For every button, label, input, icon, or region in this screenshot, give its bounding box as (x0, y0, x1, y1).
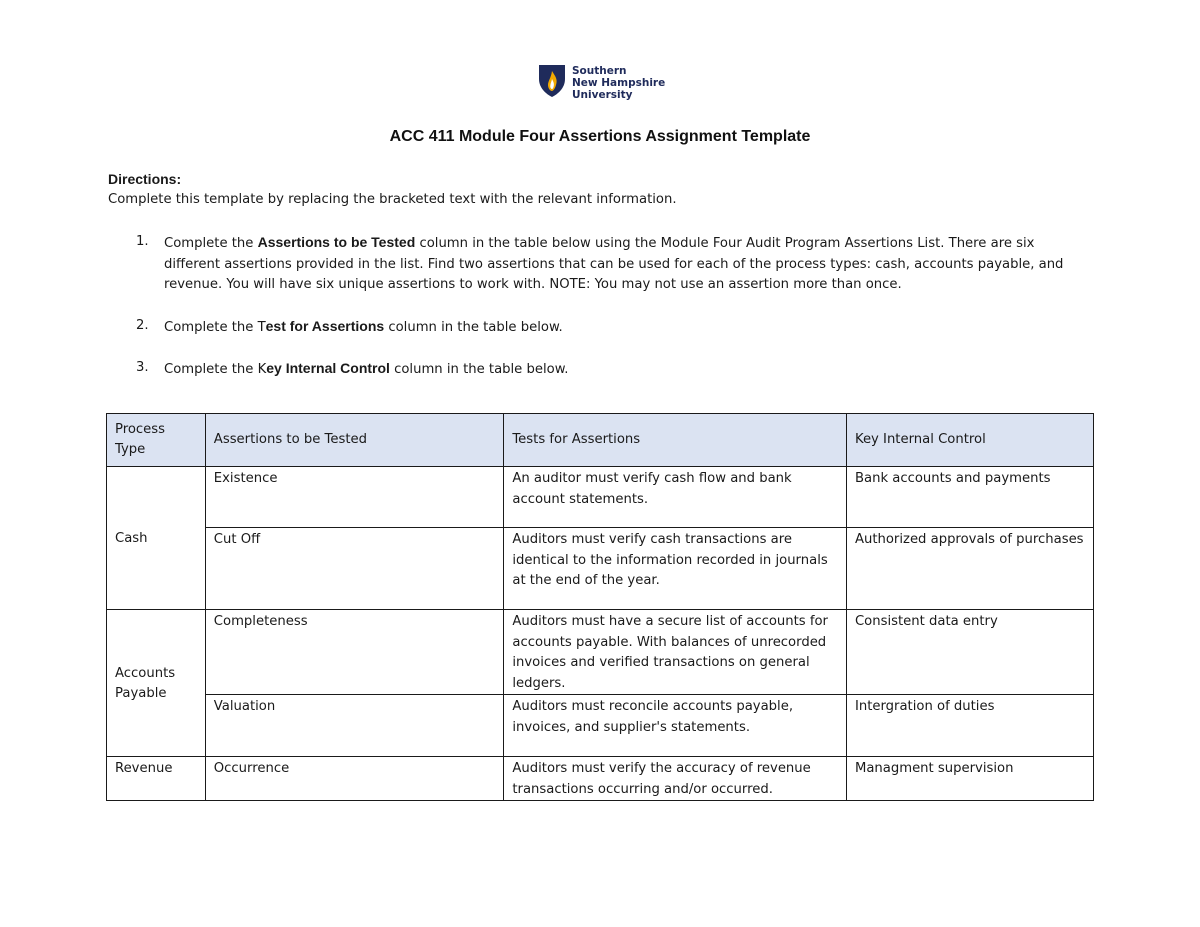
table-row (107, 757, 1094, 801)
step-text-pre: Complete the (164, 236, 258, 251)
step-text-pre: Complete the K (164, 362, 267, 377)
steps-list (108, 232, 1088, 401)
assertion-cell: Valuation (205, 695, 504, 757)
process-type-cell: Revenue (107, 757, 206, 801)
assertions-table (106, 413, 1094, 801)
process-type-cell: Cash (107, 467, 206, 610)
logo-line-3: University (572, 89, 633, 101)
header-key-control: Key Internal Control (846, 414, 1093, 467)
test-cell: Auditors must reconcile accounts payable, invoices, and supplier's statements. (504, 695, 847, 757)
test-cell: Auditors must have a secure list of accounts for accounts payable. With balances of unrecorded invoices and verified transactions on general ledgers. (504, 610, 847, 695)
table-row (107, 467, 1094, 528)
directions-label: Directions: (108, 171, 182, 187)
control-cell: Authorized approvals of purchases (846, 528, 1093, 610)
control-cell: Intergration of duties (846, 695, 1093, 757)
step-text-bold: Assertions to be Tested (257, 234, 416, 250)
table-row (107, 695, 1094, 757)
university-logo (538, 64, 665, 101)
test-cell: Auditors must verify cash transactions are identical to the information recorded in journals at the end of the year. (504, 528, 847, 610)
step-text-post: column in the table below using the Module Four Audit Program Assertions List. There are six different assertions provided in the list. Find two assertions that can be used for each of the process types: cash, accounts payable, and revenue. You will have six unique assertions to work with. NOTE: You may not use an assertion more than once. (164, 236, 1064, 292)
step-number: 3. (136, 360, 149, 375)
process-type-cell: Accounts Payable (107, 610, 206, 757)
logo-wordmark (572, 65, 665, 101)
step-text-post: column in the table below. (389, 362, 569, 377)
header-process-type: Process Type (107, 414, 206, 467)
page-title: ACC 411 Module Four Assertions Assignment Template (389, 128, 811, 145)
control-cell: Managment supervision (846, 757, 1093, 801)
assertion-cell: Existence (205, 467, 504, 528)
table-header-row (107, 414, 1094, 467)
header-tests: Tests for Assertions (504, 414, 847, 467)
directions-text: Complete this template by replacing the bracketed text with the relevant information. (108, 192, 677, 207)
assertion-cell: Cut Off (205, 528, 504, 610)
test-cell: Auditors must verify the accuracy of revenue transactions occurring and/or occurred. (504, 757, 847, 801)
assertion-cell: Completeness (205, 610, 504, 695)
step-number: 1. (136, 234, 149, 249)
control-cell: Bank accounts and payments (846, 467, 1093, 528)
step-text-pre: Complete the T (164, 319, 266, 335)
control-cell: Consistent data entry (846, 610, 1093, 695)
test-cell: An auditor must verify cash flow and bank account statements. (504, 467, 847, 528)
step-text-bold: est for Assertions (265, 317, 385, 334)
logo-line-2: New Hampshire (572, 77, 666, 89)
step-item (108, 316, 1088, 339)
assertion-cell: Occurrence (205, 757, 504, 801)
step-number: 2. (136, 317, 149, 333)
step-text-bold: ey Internal Control (266, 360, 390, 376)
table-row (107, 528, 1094, 610)
logo-line-1: Southern (572, 65, 627, 77)
table-row (107, 610, 1094, 695)
shield-flame-icon (538, 64, 566, 98)
step-text-post: column in the table below. (384, 319, 563, 335)
step-item (108, 232, 1088, 296)
step-item (108, 358, 1088, 381)
header-assertions: Assertions to be Tested (205, 414, 504, 467)
